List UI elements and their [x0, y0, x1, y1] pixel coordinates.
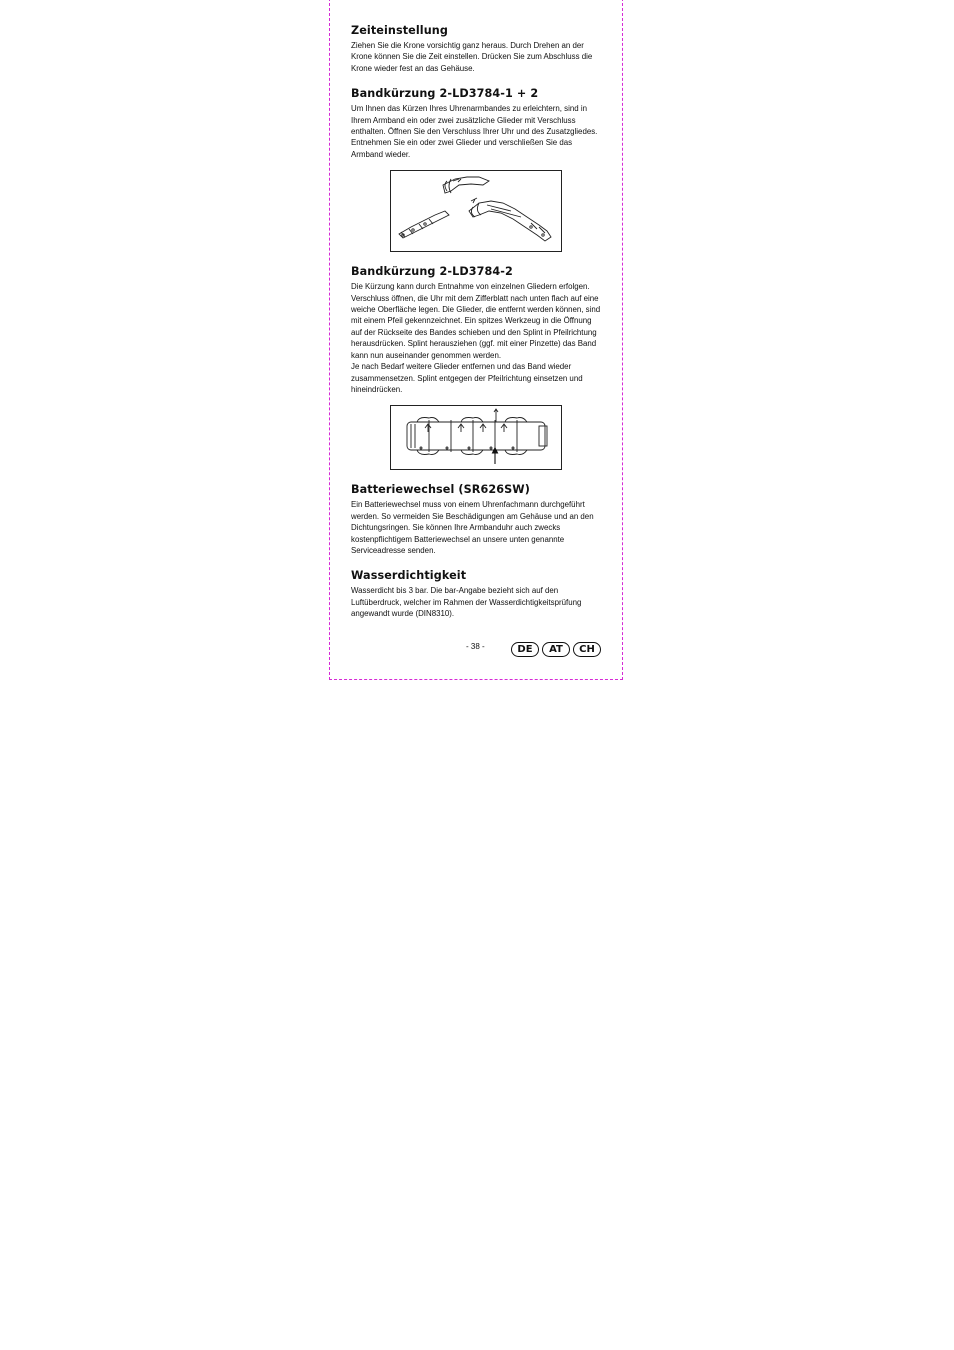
country-badge-at: AT	[542, 642, 570, 657]
section-title: Batteriewechsel (SR626SW)	[351, 483, 530, 497]
section-title: Bandkürzung 2-LD3784-2	[351, 265, 513, 279]
section-zeiteinstellung	[351, 24, 601, 74]
section-title: Wasserdichtigkeit	[351, 569, 467, 583]
page-number: - 38 -	[466, 642, 485, 651]
section-bandkuerzung-2	[351, 265, 601, 470]
section-batteriewechsel	[351, 483, 601, 556]
document-content	[351, 24, 601, 633]
section-body: Ziehen Sie die Krone vorsichtig ganz heraus. Durch Drehen an der Krone können Sie die Zeit einstellen. Drücken Sie zum Abschluss die Krone wieder fest an das Gehäuse.	[351, 41, 593, 73]
section-body: Die Kürzung kann durch Entnahme von einzelnen Gliedern erfolgen. Verschluss öffnen, die Uhr mit dem Zifferblatt nach unten flach auf eine weiche Oberfläche legen. Die Glieder, die entfernt werden können, sind mit einem Pfeil gekennzeichnet. Ein spitzes Werkzeug in die Öffnung auf der Rückseite des Bandes schieben und den Splint in Pfeilrichtung herausdrücken. Splint herausziehen (ggf. mit einer Pinzette) das Band kann nun auseinander genommen werden.	[351, 282, 601, 360]
country-badge-de: DE	[511, 642, 539, 657]
section-bandkuerzung-1	[351, 87, 601, 252]
section-body-continued: Je nach Bedarf weitere Glieder entfernen und das Band wieder zusammensetzen. Splint entgegen der Pfeilrichtung einsetzen und hineindrücken.	[351, 362, 583, 394]
section-wasserdichtigkeit	[351, 569, 601, 619]
section-body: Wasserdicht bis 3 bar. Die bar-Angabe bezieht sich auf den Luftüberdruck, welcher im Rahmen der Wasserdichtigkeitsprüfung angewandt wurde (DIN8310).	[351, 586, 582, 619]
section-body: Ein Batteriewechsel muss von einem Uhrenfachmann durchgeführt werden. So vermeiden Sie Beschädigungen am Gehäuse und an den Dichtungsringen. Sie können Ihre Armbanduhr auch zwecks kostenpflichtigem Batteriewechsel an unsere unten genannte Serviceadresse senden.	[351, 500, 594, 555]
country-badges	[511, 642, 601, 657]
section-title: Bandkürzung 2-LD3784-1 + 2	[351, 87, 539, 101]
page-footer	[351, 642, 601, 660]
bracelet-extra-links-illustration	[390, 170, 562, 252]
bracelet-extra-links-drawing	[391, 171, 561, 251]
section-body: Um Ihnen das Kürzen Ihres Uhrenarmbandes zu erleichtern, sind in Ihrem Armband ein oder zwei zusätzliche Glieder mit Verschluss enthalten. Öffnen Sie den Verschluss Ihrer Uhr und des Zusatzgliedes. Entnehmen Sie ein oder zwei Glieder und verschließen Sie das Armband wieder.	[351, 104, 598, 159]
country-badge-ch: CH	[573, 642, 601, 657]
bracelet-link-removal-illustration	[390, 405, 562, 470]
section-title: Zeiteinstellung	[351, 24, 448, 37]
bracelet-links-drawing	[391, 406, 561, 469]
